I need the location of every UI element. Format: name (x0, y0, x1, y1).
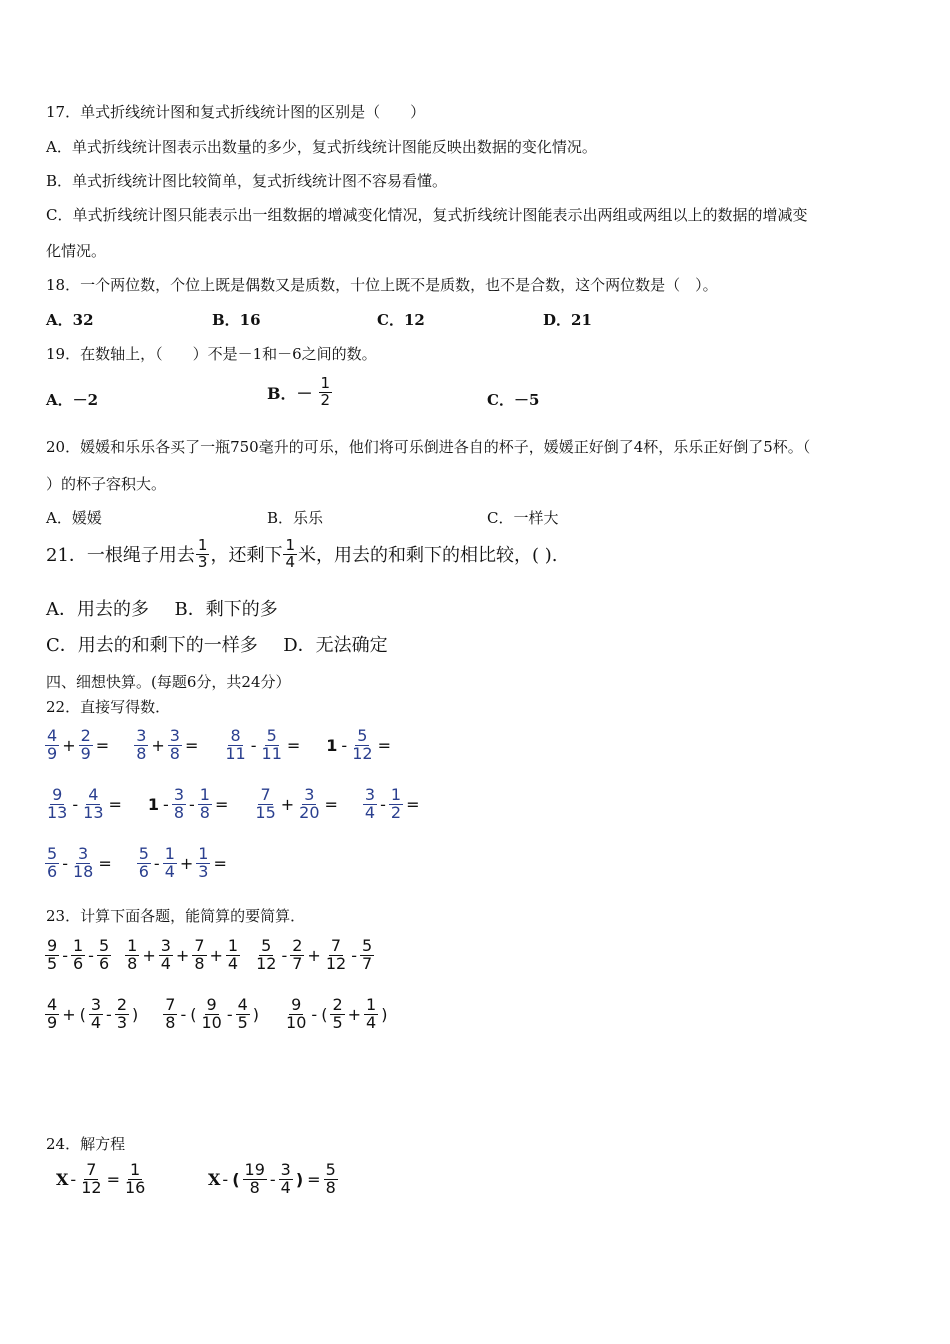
q20-option-a: A．媛媛 (46, 509, 102, 527)
fraction (123, 1162, 147, 1197)
denominator: 5 (332, 1012, 343, 1032)
denominator: 10 (286, 1012, 307, 1032)
denominator: 8 (194, 953, 205, 973)
fraction (89, 997, 103, 1032)
denominator: 8 (325, 1177, 336, 1197)
numerator: 1 (72, 936, 84, 955)
denominator: 8 (249, 1177, 260, 1197)
numerator: 5 (47, 844, 58, 863)
operator: + (347, 1004, 362, 1024)
fraction (243, 1162, 267, 1197)
variable-x: X (208, 1169, 221, 1189)
denominator: 18 (72, 861, 94, 881)
denominator: 8 (169, 743, 180, 763)
fraction (283, 538, 297, 571)
denominator: 10 (201, 1012, 222, 1032)
q17-option-a: A．单式折线统计图表示出数量的多少，复式折线统计图能反映出数据的变化情况。 (46, 138, 597, 156)
denominator: 8 (165, 1012, 176, 1032)
equals-sign: = (286, 735, 301, 755)
denominator: 3 (116, 1012, 127, 1032)
numerator: 1 (199, 785, 210, 804)
denominator: 4 (366, 1012, 377, 1032)
numerator: 1 (164, 844, 175, 863)
numerator: 5 (98, 936, 110, 955)
q24-stem: 24．解方程 (46, 1135, 126, 1153)
fraction (45, 787, 69, 822)
denominator: 9 (47, 743, 58, 763)
numerator: 3 (280, 1160, 291, 1179)
denominator: 3 (198, 861, 209, 881)
equals-sign: = (106, 1169, 120, 1189)
whole-number: 1 (147, 794, 160, 814)
denominator: 6 (138, 861, 149, 881)
numerator: 2 (80, 726, 91, 745)
fraction (364, 997, 378, 1032)
equals-sign: = (184, 735, 199, 755)
fraction (172, 787, 186, 822)
operator: - (189, 794, 195, 814)
right-paren: ) (295, 1169, 304, 1189)
operator: - (311, 1004, 318, 1024)
fraction (226, 938, 240, 973)
q20-stem-line1: 20．媛媛和乐乐各买了一瓶750毫升的可乐，他们将可乐倒进各自的杯子，媛媛正好倒了4杯，乐乐正好倒了5杯。（ (46, 438, 811, 456)
operator: + (307, 945, 321, 965)
operator: - (222, 1169, 229, 1189)
equals-sign: = (213, 853, 227, 873)
operator: + (151, 735, 165, 755)
equals-sign: = (108, 794, 122, 814)
numerator: 7 (260, 785, 271, 804)
q19-option-b-prefix: B．－ (267, 383, 313, 403)
right-paren: ) (132, 1004, 139, 1024)
numerator: 5 (266, 726, 277, 745)
numerator: 4 (47, 726, 58, 745)
equals-sign: = (214, 794, 229, 814)
q21-options-row2 (46, 636, 388, 656)
operator: - (106, 1004, 112, 1024)
denominator: 15 (255, 802, 276, 822)
right-paren: ) (381, 1004, 388, 1024)
operator: - (281, 945, 288, 965)
denominator: 6 (98, 953, 110, 973)
fraction (97, 938, 111, 973)
whole-number: 1 (326, 735, 338, 755)
numerator: 1 (197, 536, 208, 554)
denominator: 4 (227, 953, 239, 973)
fraction (236, 997, 250, 1032)
operator: + (62, 735, 76, 755)
fraction (360, 938, 374, 973)
denominator: 2 (320, 390, 331, 409)
fraction (319, 376, 333, 409)
q23-stem: 23．计算下面各题，能简算的要简算． (46, 907, 306, 925)
operator: - (341, 735, 348, 755)
numerator: 5 (138, 844, 149, 863)
q17-option-c-line1: C．单式折线统计图只能表示出一组数据的增减变化情况，复式折线统计图能表示出两组或两组以上的数据的增减变 (46, 206, 808, 224)
numerator: 3 (160, 936, 171, 955)
denominator: 3 (197, 552, 208, 571)
q23-row1 (44, 938, 375, 973)
fraction (81, 787, 105, 822)
denominator: 20 (299, 802, 320, 822)
operator: - (70, 1169, 77, 1189)
left-paren: ( (79, 1004, 86, 1024)
denominator: 5 (237, 1012, 248, 1032)
fraction (324, 938, 348, 973)
q21-stem-part1: 21．一根绳子用去 (46, 545, 195, 567)
numerator: 3 (136, 726, 147, 745)
q18-option-d: D．21 (543, 311, 592, 329)
denominator: 7 (361, 953, 373, 973)
fraction (199, 997, 223, 1032)
fraction (137, 846, 151, 881)
denominator: 4 (160, 953, 171, 973)
section-title: 四、细想快算。(每题6分，共24分） (46, 673, 291, 691)
right-paren: ) (252, 1004, 260, 1024)
q17-stem: 17．单式折线统计图和复式折线统计图的区别是（ ） (46, 103, 426, 121)
numerator: 2 (332, 995, 343, 1014)
operator: - (351, 945, 357, 965)
equals-sign: = (95, 735, 110, 755)
q20-stem-line2: ）的杯子容积大。 (46, 475, 167, 493)
denominator: 12 (256, 953, 277, 973)
numerator: 5 (357, 726, 368, 745)
operator: - (380, 794, 386, 814)
denominator: 7 (292, 953, 303, 973)
fraction (350, 728, 374, 763)
q21-option-d: D．无法确定 (283, 635, 388, 656)
denominator: 6 (47, 861, 58, 881)
left-paren: ( (190, 1004, 197, 1024)
equals-sign: = (406, 794, 420, 814)
fraction (260, 728, 284, 763)
denominator: 11 (261, 743, 282, 763)
operator: - (250, 735, 257, 755)
fraction (290, 938, 304, 973)
fraction (71, 938, 85, 973)
denominator: 11 (225, 743, 246, 763)
equals-sign: = (324, 794, 338, 814)
numerator: 7 (330, 936, 342, 955)
q24-equation-2 (208, 1162, 339, 1197)
operator: - (163, 794, 169, 814)
fraction (163, 997, 177, 1032)
operator: - (226, 1004, 233, 1024)
numerator: 3 (169, 726, 180, 745)
fraction (192, 938, 206, 973)
fraction (79, 1162, 103, 1197)
left-paren: ( (321, 1004, 328, 1024)
operator: + (179, 853, 194, 873)
denominator: 6 (72, 953, 84, 973)
denominator: 8 (136, 743, 147, 763)
numerator: 2 (292, 936, 303, 955)
fraction (45, 846, 59, 881)
numerator: 1 (227, 936, 239, 955)
q19-stem: 19．在数轴上，（ ）不是－1和－6之间的数。 (46, 345, 377, 363)
fraction (45, 997, 59, 1032)
q18-option-a: A．32 (46, 311, 94, 329)
denominator: 4 (280, 1177, 291, 1197)
denominator: 8 (173, 802, 185, 822)
operator: + (142, 945, 156, 965)
q23-row2 (44, 997, 389, 1032)
operator: + (175, 945, 190, 965)
fraction (363, 787, 377, 822)
numerator: 3 (90, 995, 102, 1014)
fraction (254, 938, 278, 973)
fraction (196, 846, 210, 881)
q24-equation-1 (56, 1162, 148, 1197)
denominator: 5 (47, 953, 58, 973)
q21-option-a: A．用去的多 (46, 599, 149, 620)
numerator: 5 (325, 1160, 336, 1179)
q22-row3 (44, 846, 229, 881)
operator: - (153, 853, 160, 873)
fraction (163, 846, 177, 881)
q20-option-b: B．乐乐 (267, 509, 324, 527)
numerator: 9 (52, 785, 63, 804)
denominator: 8 (127, 953, 138, 973)
operator: + (209, 945, 223, 965)
operator: + (280, 794, 295, 814)
numerator: 8 (230, 726, 241, 745)
numerator: 9 (291, 995, 302, 1014)
denominator: 4 (164, 861, 175, 881)
numerator: 3 (304, 785, 315, 804)
numerator: 4 (47, 995, 58, 1014)
fraction (45, 728, 59, 763)
operator: - (269, 1169, 276, 1189)
denominator: 13 (47, 802, 68, 822)
q21-stem-part2: ，还剩下 (210, 545, 283, 567)
denominator: 9 (47, 1012, 58, 1032)
fraction (45, 938, 59, 973)
numerator: 3 (78, 844, 89, 863)
q18-stem: 18．一个两位数，个位上既是偶数又是质数，十位上既不是质数，也不是合数，这个两位数是（ ）。 (46, 276, 718, 294)
numerator: 1 (127, 936, 138, 955)
numerator: 7 (194, 936, 205, 955)
q20-option-c: C．一样大 (487, 509, 559, 527)
denominator: 16 (124, 1177, 146, 1197)
numerator: 3 (364, 785, 376, 804)
q17-option-b: B．单式折线统计图比较简单，复式折线统计图不容易看懂。 (46, 172, 448, 190)
numerator: 1 (130, 1160, 141, 1179)
q17-option-c-line2: 化情况。 (46, 242, 107, 260)
denominator: 13 (83, 802, 104, 822)
numerator: 9 (47, 936, 58, 955)
denominator: 2 (390, 802, 402, 822)
numerator: 1 (198, 844, 209, 863)
numerator: 1 (285, 536, 295, 554)
fraction (198, 787, 212, 822)
fraction (79, 728, 93, 763)
numerator: 4 (88, 785, 99, 804)
q18-option-c: C．12 (377, 311, 425, 329)
denominator: 4 (285, 552, 295, 571)
fraction (125, 938, 139, 973)
fraction (284, 997, 308, 1032)
q22-row2 (44, 787, 421, 822)
q18-option-b: B．16 (212, 311, 261, 329)
numerator: 1 (366, 995, 377, 1014)
numerator: 9 (206, 995, 217, 1014)
left-paren: ( (232, 1169, 240, 1189)
operator: - (72, 794, 79, 814)
q22-stem: 22．直接写得数． (46, 698, 171, 716)
numerator: 3 (173, 785, 185, 804)
numerator: 5 (361, 936, 373, 955)
fraction (115, 997, 129, 1032)
fraction (389, 787, 403, 822)
operator: - (62, 853, 68, 873)
fraction (279, 1162, 293, 1197)
operator: - (62, 945, 68, 965)
equals-sign: = (377, 735, 391, 755)
fraction (330, 997, 344, 1032)
fraction (223, 728, 247, 763)
fraction (196, 538, 210, 571)
denominator: 8 (199, 802, 210, 822)
numerator: 7 (165, 995, 176, 1014)
numerator: 19 (244, 1160, 265, 1179)
fraction (168, 728, 182, 763)
denominator: 4 (90, 1012, 102, 1032)
numerator: 7 (86, 1160, 97, 1179)
numerator: 4 (237, 995, 248, 1014)
fraction (297, 787, 321, 822)
q21-option-b: B．剩下的多 (174, 599, 278, 620)
denominator: 12 (352, 743, 373, 763)
q19-option-c: C．－5 (487, 391, 540, 409)
fraction (71, 846, 95, 881)
q21-options-row1 (46, 600, 278, 620)
operator: + (62, 1004, 76, 1024)
denominator: 9 (80, 743, 91, 763)
fraction (159, 938, 173, 973)
equals-sign: = (98, 853, 112, 873)
q21-stem-part3: 米，用去的和剩下的相比较，( ). (298, 545, 558, 567)
numerator: 1 (390, 785, 402, 804)
fraction (324, 1162, 338, 1197)
q19-option-a: A．－2 (46, 391, 99, 409)
q22-row1 (44, 728, 393, 763)
q21-stem (46, 538, 558, 571)
denominator: 4 (364, 802, 376, 822)
q19-option-b (267, 376, 333, 409)
denominator: 12 (325, 953, 347, 973)
numerator: 1 (320, 374, 331, 392)
equals-sign: = (307, 1169, 321, 1189)
denominator: 12 (81, 1177, 102, 1197)
operator: - (88, 945, 94, 965)
variable-x: X (56, 1169, 69, 1189)
q21-option-c: C．用去的和剩下的一样多 (46, 635, 258, 656)
fraction (134, 728, 148, 763)
fraction (253, 787, 277, 822)
numerator: 5 (261, 936, 272, 955)
operator: - (180, 1004, 187, 1024)
numerator: 2 (116, 995, 127, 1014)
